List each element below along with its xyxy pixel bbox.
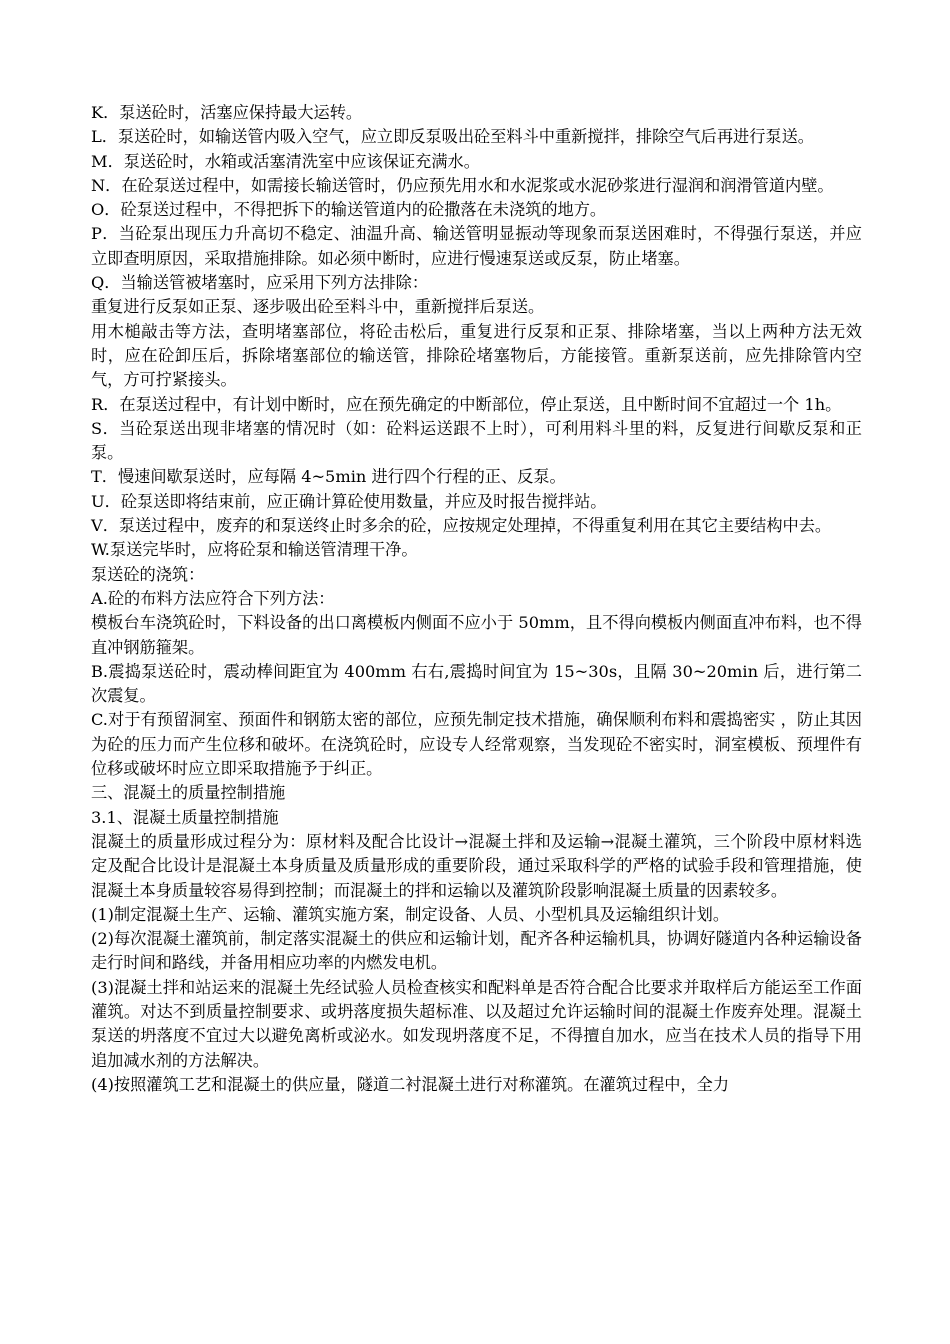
paragraph-q: Q．当输送管被堵塞时，应采用下列方法排除： bbox=[91, 273, 429, 293]
paragraph-item-1: (1)制定混凝土生产、运输、灌筑实施方案，制定设备、人员、小型机具及运输组织计划。 bbox=[91, 904, 730, 924]
document-page bbox=[91, 101, 862, 1097]
paragraph-a-detail: 模板台车浇筑砼时，下料设备的出口离模板内侧面不应小于 50mm，且不得向模板内侧面直冲布料，也不得直冲钢筋箍架。 bbox=[91, 613, 862, 657]
paragraph-t: T．慢速间歇泵送时，应每隔 4~5min 进行四个行程的正、反泵。 bbox=[91, 467, 566, 487]
paragraph-m: M．泵送砼时，水箱或活塞清洗室中应该保证充满水。 bbox=[91, 151, 480, 171]
section-3-1-heading: 3.1、混凝土质量控制措施 bbox=[91, 807, 279, 827]
paragraph-r: R．在泵送过程中，有计划中断时，应在预先确定的中断部位，停止泵送，且中断时间不宜超过一个 1h。 bbox=[91, 394, 842, 414]
section-3-heading: 三、混凝土的质量控制措施 bbox=[91, 783, 286, 803]
paragraph-o: O．砼泵送过程中，不得把拆下的输送管道内的砼撒落在未浇筑的地方。 bbox=[91, 200, 607, 220]
paragraph-k: K．泵送砼时，活塞应保持最大运转。 bbox=[91, 103, 363, 122]
paragraph-u: U．砼泵送即将结束前，应正确计算砼使用数量，并应及时报告搅拌站。 bbox=[91, 491, 607, 511]
paragraph-l: L．泵送砼时，如输送管内吸入空气，应立即反泵吸出砼至料斗中重新搅拌，排除空气后再进行泵送。 bbox=[91, 127, 814, 147]
paragraph-c: C.对于有预留洞室、预面件和钢筋太密的部位，应预先制定技术措施，确保顺利布料和震捣密实 ，防止其因为砼的压力而产生位移和破坏。在浇筑砼时，应设专人经常观察，当发现砼不密实时，洞室模板、预埋件有位移或破坏时应立即采取措施予于纠正。 bbox=[91, 710, 862, 779]
paragraph-s: S．当砼泵送出现非堵塞的情况时（如：砼料运送跟不上时），可利用料斗里的料，反复进行间歇反泵和正泵。 bbox=[91, 418, 862, 463]
paragraph-w: W.泵送完毕时，应将砼泵和输送管清理干净。 bbox=[91, 540, 418, 560]
paragraph-v: V．泵送过程中，废弃的和泵送终止时多余的砼，应按规定处理掉，不得重复利用在其它主要结构中去。 bbox=[91, 516, 832, 536]
paragraph-q-method-2: 用木槌敲击等方法，查明堵塞部位，将砼击松后，重复进行反泵和正泵、排除堵塞，当以上两种方法无效时，应在砼卸压后，拆除堵塞部位的输送管，排除砼堵塞物后，方能接管。重新泵送前，应先排除管内空气，方可拧紧接头。 bbox=[91, 321, 862, 390]
paragraph-a: A.砼的布料方法应符合下列方法： bbox=[91, 588, 335, 608]
paragraph-n: N．在砼泵送过程中，如需接长输送管时，仍应预先用水和水泥浆或水泥砂浆进行湿润和润滑管道内壁。 bbox=[91, 175, 834, 195]
section-pouring-heading: 泵送砼的浇筑： bbox=[91, 564, 205, 584]
paragraph-item-2: (2)每次混凝土灌筑前，制定落实混凝土的供应和运输计划，配齐各种运输机具，协调好隧道内各种运输设备走行时间和路线，并备用相应功率的内燃发电机。 bbox=[91, 929, 862, 973]
paragraph-p: P．当砼泵出现压力升高切不稳定、油温升高、输送管明显振动等现象而泵送困难时，不得强行泵送，并应立即查明原因，采取措施排除。如必须中断时，应进行慢速泵送或反泵，防止堵塞。 bbox=[91, 224, 862, 268]
paragraph-item-3: (3)混凝土拌和站运来的混凝土先经试验人员检查核实和配料单是否符合配合比要求并取样后方能运至工作面灌筑。对达不到质量控制要求、或坍落度损失超标准、以及超过允许运输时间的混凝土作废弃处理。混凝土泵送的坍落度不宜过大以避免离析或泌水。如发现坍落度不足，不得擅自加水，应当在技术人员的指导下用追加减水剂的方法解决。 bbox=[91, 977, 862, 1070]
paragraph-quality-intro: 混凝土的质量形成过程分为：原材料及配合比设计→混凝土拌和及运输→混凝土灌筑，三个阶段中原材料选定及配合比设计是混凝土本身质量及质量形成的重要阶段，通过采取科学的严格的试验手段和管理措施，使混凝土本身质量较容易得到控制；而混凝土的拌和运输以及灌筑阶段影响混凝土质量的因素较多。 bbox=[91, 831, 862, 900]
paragraph-item-4: (4)按照灌筑工艺和混凝土的供应量，隧道二衬混凝土进行对称灌筑。在灌筑过程中，全力 bbox=[91, 1074, 730, 1094]
paragraph-b: B.震捣泵送砼时，震动棒间距宜为 400mm 右右,震捣时间宜为 15~30s，且隔 30~20min 后，进行第二次震复。 bbox=[91, 661, 862, 706]
paragraph-q-method-1: 重复进行反泵如正泵、逐步吸出砼至料斗中，重新搅拌后泵送。 bbox=[91, 297, 545, 317]
